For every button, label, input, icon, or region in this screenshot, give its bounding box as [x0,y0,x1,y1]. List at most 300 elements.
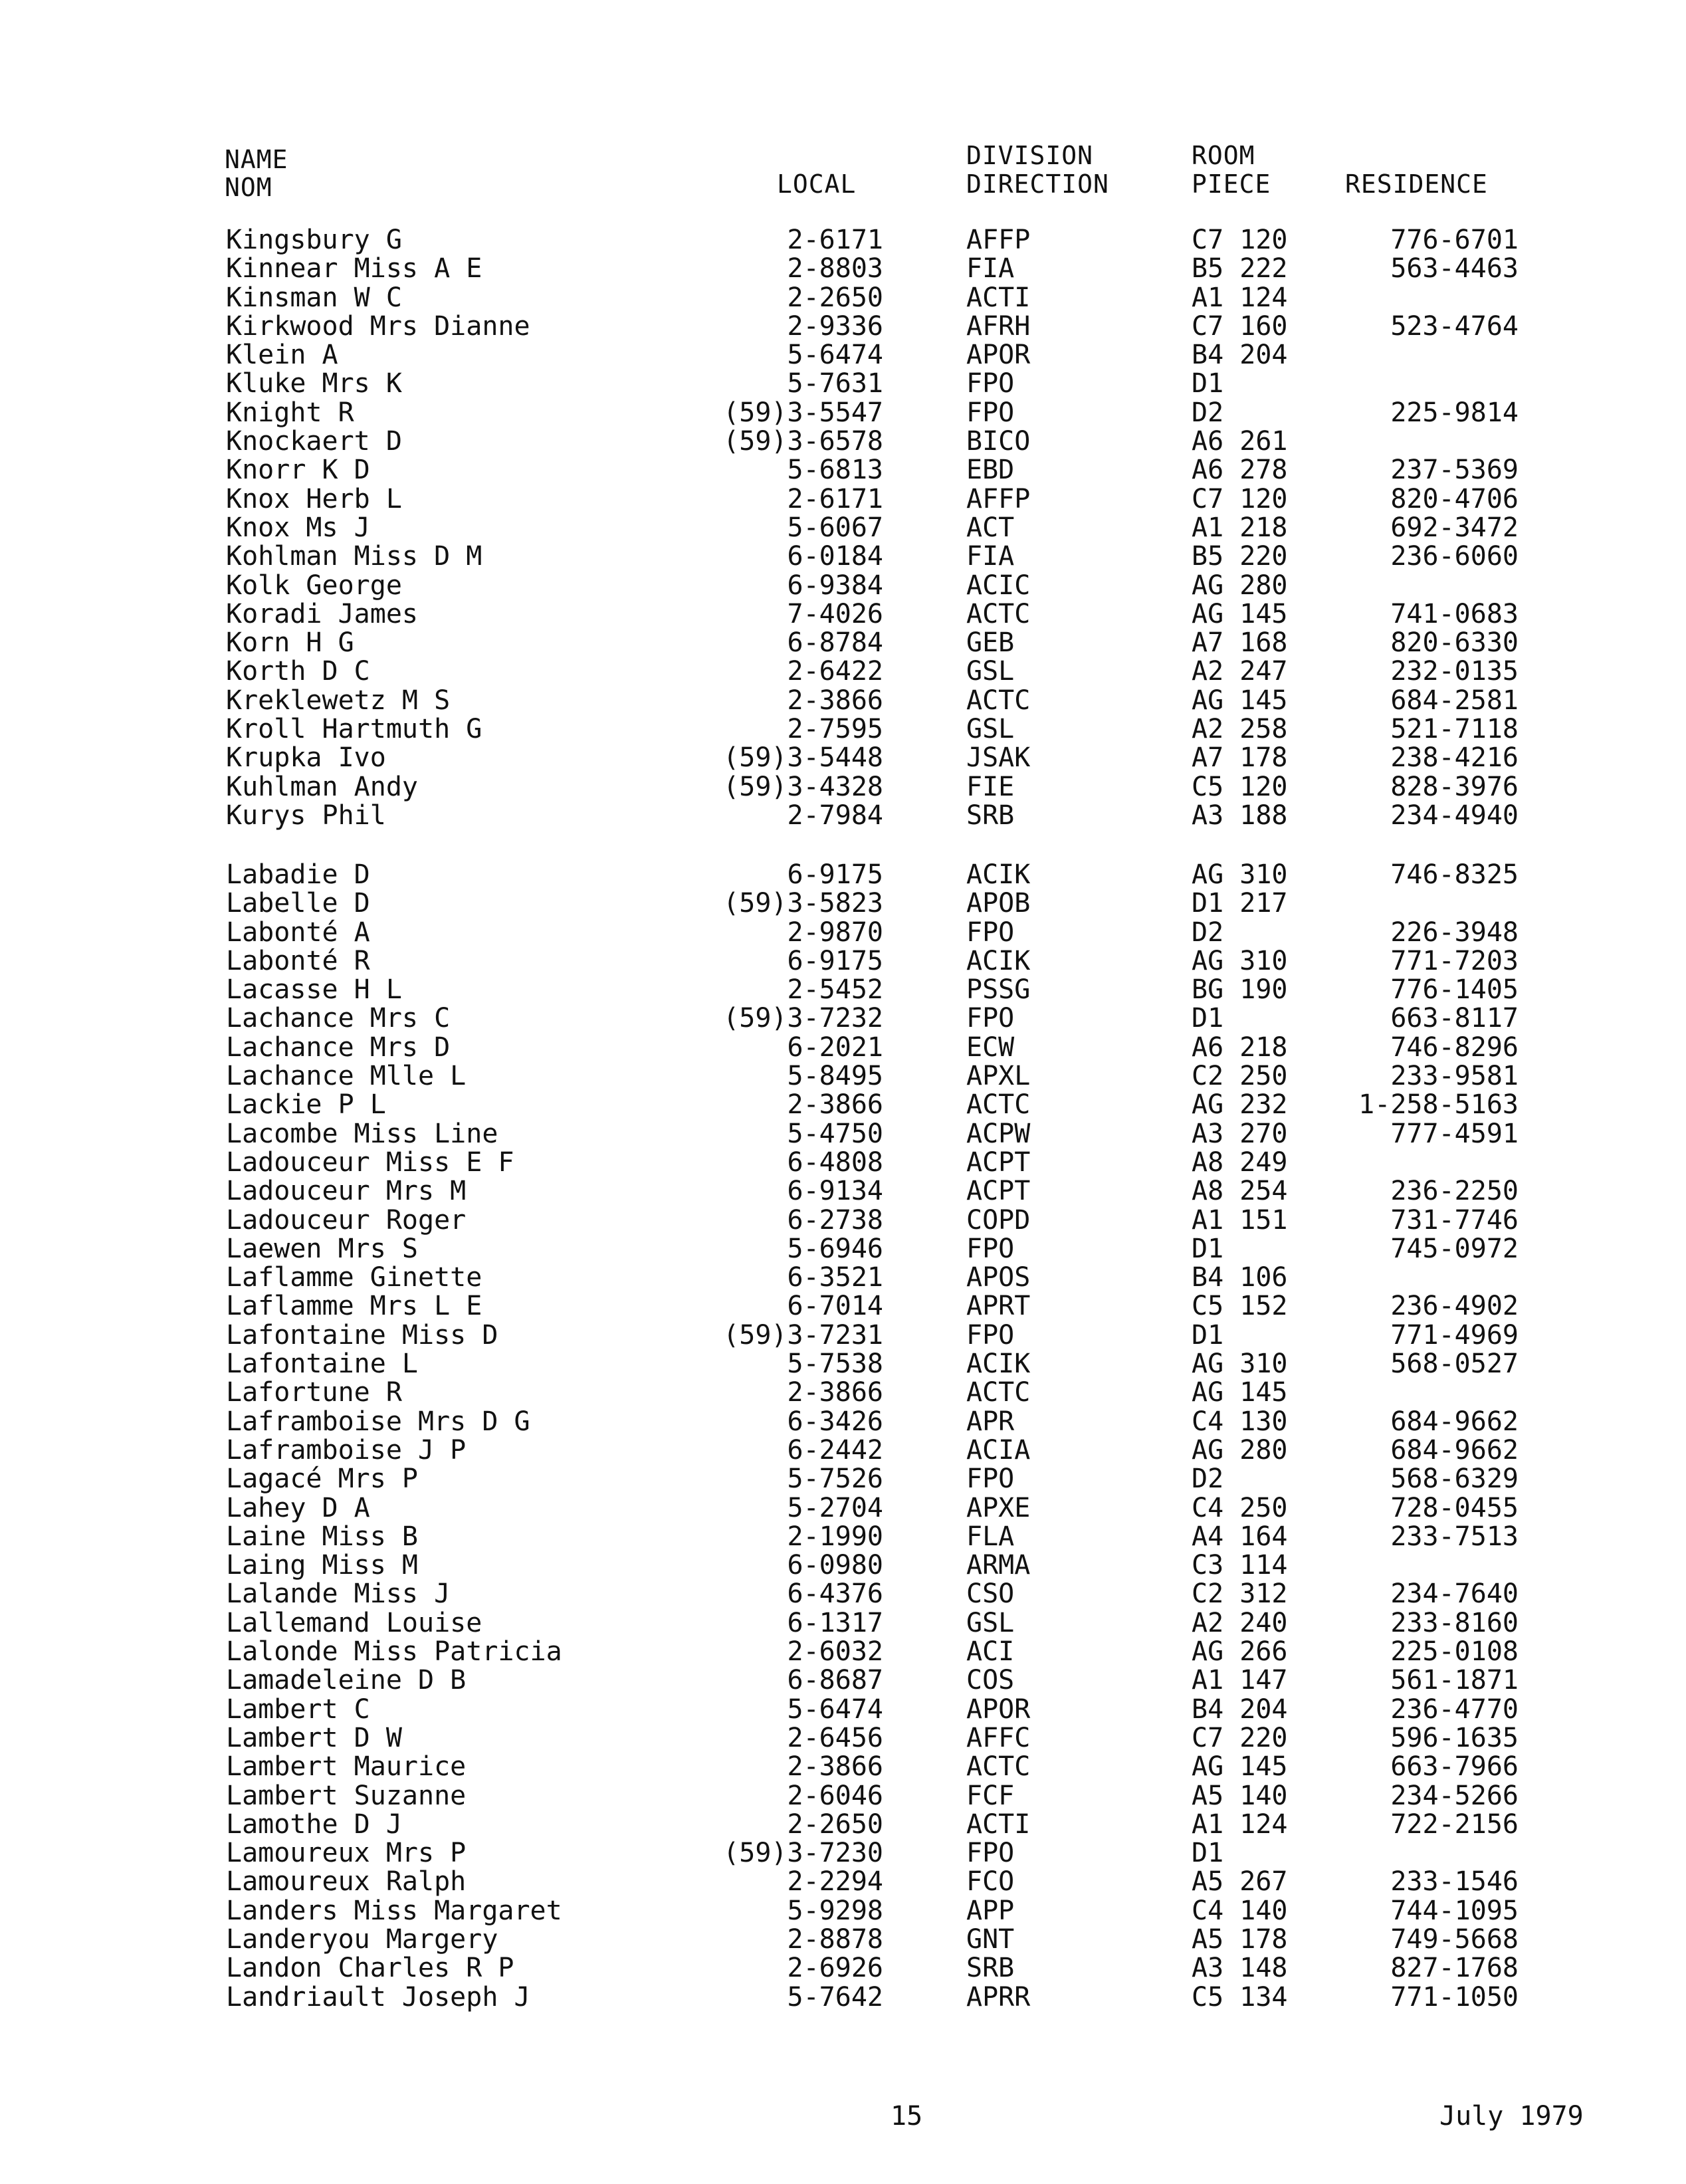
entry-division: SRB [966,1953,1015,1984]
entry-local: 5-6474 [787,1693,883,1725]
entry-room: A6 261 [1192,426,1288,457]
entry-room: A1 124 [1192,1808,1288,1840]
entry-name: Landon Charles R P [226,1953,514,1984]
directory-row [0,976,1686,1004]
entry-division: ACTC [966,1377,1031,1408]
entry-name: Korn H G [226,627,354,659]
entry-name: Labonté R [226,945,370,976]
entry-local: 5-6813 [787,455,883,486]
entry-name: Laflamme Ginette [226,1262,482,1293]
entry-local: 2-8878 [787,1923,883,1955]
entry-residence: 233-1546 [1390,1866,1519,1898]
entry-name: Labelle D [226,888,370,919]
entry-room: B5 220 [1192,541,1288,572]
page-number: 15 [891,2101,923,2131]
directory-row [0,514,1686,542]
entry-residence: 237-5369 [1390,455,1519,486]
entry-residence: 663-7966 [1390,1751,1519,1783]
entry-residence: 568-6329 [1390,1464,1519,1495]
directory-row [0,1580,1686,1608]
entry-local: 2-9870 [787,917,883,948]
directory-row [0,1321,1686,1350]
entry-local: 5-6946 [787,1233,883,1264]
entry-room: B4 204 [1192,340,1288,371]
entry-residence: 746-8296 [1390,1032,1519,1063]
directory-row [0,1666,1686,1695]
entry-room: A2 247 [1192,656,1288,687]
entry-residence: 563-4463 [1390,253,1519,284]
entry-division: FIE [966,771,1015,802]
entry-room: AG 266 [1192,1636,1288,1668]
entry-name: Lambert C [226,1693,370,1725]
entry-name: Klein A [226,340,338,371]
entry-name: Kinnear Miss A E [226,253,482,284]
header-room-fr: PIECE [1192,169,1271,199]
directory-row [0,1782,1686,1810]
entry-local: 5-9298 [787,1895,883,1926]
entry-local: 6-8784 [787,627,883,659]
entry-residence: 234-5266 [1390,1780,1519,1811]
directory-row [0,226,1686,255]
entry-residence: 236-4770 [1390,1693,1519,1725]
entry-room: A2 240 [1192,1607,1288,1638]
entry-local: (59)3-7232 [723,1003,883,1034]
entry-division: ACIC [966,570,1031,601]
entry-name: Lallemand Louise [226,1607,482,1638]
entry-residence: 746-8325 [1390,859,1519,890]
entry-residence: 728-0455 [1390,1492,1519,1523]
entry-residence: 692-3472 [1390,512,1519,543]
entry-local: 2-3866 [787,1377,883,1408]
entry-division: APOR [966,1693,1031,1725]
entry-local: 5-2704 [787,1492,883,1523]
entry-room: C7 120 [1192,483,1288,514]
entry-local: 6-3426 [787,1406,883,1437]
entry-division: ACTC [966,1751,1031,1783]
entry-local: 6-9134 [787,1176,883,1207]
entry-name: Knox Herb L [226,483,402,514]
entry-room: A6 218 [1192,1032,1288,1063]
listing-group-l [0,861,1686,2012]
entry-division: FIA [966,253,1015,284]
entry-name: Kreklewetz M S [226,685,451,716]
entry-room: A5 178 [1192,1923,1288,1955]
entry-residence: 523-4764 [1390,310,1519,342]
entry-division: AFFP [966,225,1031,255]
directory-row [0,1034,1686,1062]
entry-room: BG 190 [1192,974,1288,1006]
entry-name: Ladouceur Miss E F [226,1147,514,1178]
entry-room: B4 106 [1192,1262,1288,1293]
directory-row [0,657,1686,686]
entry-name: Lamothe D J [226,1808,402,1840]
entry-division: PSSG [966,974,1031,1006]
entry-residence: 827-1768 [1390,1953,1519,1984]
entry-division: APR [966,1406,1015,1437]
footer-date: July 1979 [1439,2101,1584,2131]
header-name-en: NAME [225,145,288,174]
entry-name: Ladouceur Mrs M [226,1176,467,1207]
entry-local: 2-2650 [787,1808,883,1840]
directory-row [0,255,1686,283]
entry-name: Kurys Phil [226,800,386,831]
directory-row [0,919,1686,947]
entry-residence: 226-3948 [1390,917,1519,948]
entry-division: FPO [966,1003,1015,1034]
entry-name: Landeryou Margery [226,1923,498,1955]
entry-room: C7 220 [1192,1722,1288,1753]
entry-division: ECW [966,1032,1015,1063]
entry-room: D1 [1192,1319,1224,1351]
entry-local: 6-9175 [787,945,883,976]
entry-division: COPD [966,1204,1031,1236]
directory-row [0,1551,1686,1580]
entry-room: C2 312 [1192,1579,1288,1610]
entry-local: 6-8687 [787,1665,883,1696]
directory-row [0,947,1686,976]
entry-room: D1 217 [1192,888,1288,919]
entry-name: Kirkwood Mrs Dianne [226,310,530,342]
directory-row [0,1839,1686,1868]
entry-local: 5-7526 [787,1464,883,1495]
directory-row [0,889,1686,918]
entry-room: D2 [1192,1464,1224,1495]
header-local: LOCAL [777,169,857,199]
directory-row [0,1408,1686,1436]
entry-division: APOR [966,340,1031,371]
entry-division: AFFP [966,483,1031,514]
entry-residence: 820-4706 [1390,483,1519,514]
entry-division: FLA [966,1521,1015,1552]
entry-residence: 684-9662 [1390,1434,1519,1466]
entry-room: A3 270 [1192,1118,1288,1149]
entry-name: Korth D C [226,656,370,687]
entry-division: FCO [966,1866,1015,1898]
header-residence: RESIDENCE [1345,169,1488,199]
entry-residence: 684-2581 [1390,685,1519,716]
directory-row [0,715,1686,744]
directory-row [0,600,1686,629]
entry-name: Lachance Mlle L [226,1061,467,1092]
entry-local: 2-3866 [787,685,883,716]
entry-residence: 741-0683 [1390,598,1519,629]
entry-division: FIA [966,541,1015,572]
entry-name: Knockaert D [226,426,402,457]
entry-division: ACT [966,512,1015,543]
entry-room: AG 145 [1192,598,1288,629]
entry-local: 6-2021 [787,1032,883,1063]
entry-name: Kroll Hartmuth G [226,714,482,745]
entry-local: 2-2650 [787,282,883,313]
entry-local: 6-3521 [787,1262,883,1293]
entry-name: Landers Miss Margaret [226,1895,562,1926]
entry-division: ARMA [966,1550,1031,1581]
entry-division: APOS [966,1262,1031,1293]
entry-division: COS [966,1665,1015,1696]
entry-room: C4 140 [1192,1895,1288,1926]
entry-name: Knox Ms J [226,512,370,543]
entry-residence: 771-1050 [1390,1981,1519,2013]
entry-local: 2-2294 [787,1866,883,1898]
entry-division: ACTC [966,1089,1031,1121]
entry-division: ACTC [966,685,1031,716]
entry-local: 2-6171 [787,225,883,255]
entry-division: CSO [966,1579,1015,1610]
header-division-en: DIVISION [966,141,1094,170]
entry-local: 2-6171 [787,483,883,514]
entry-local: 2-6422 [787,656,883,687]
directory-row [0,1263,1686,1292]
entry-local: 5-7631 [787,368,883,399]
entry-residence: 238-4216 [1390,742,1519,774]
entry-local: 2-3866 [787,1089,883,1121]
entry-room: C7 160 [1192,310,1288,342]
directory-row [0,312,1686,341]
entry-local: 5-4750 [787,1118,883,1149]
entry-room: AG 310 [1192,1349,1288,1380]
entry-room: AG 145 [1192,1751,1288,1783]
entry-name: Lambert Maurice [226,1751,467,1783]
directory-row [0,1523,1686,1551]
listing-group-k [0,226,1686,830]
entry-name: Lacasse H L [226,974,402,1006]
entry-name: Lambert Suzanne [226,1780,467,1811]
entry-room: AG 310 [1192,945,1288,976]
entry-room: A5 267 [1192,1866,1288,1898]
entry-room: C5 120 [1192,771,1288,802]
entry-room: C5 152 [1192,1291,1288,1322]
entry-residence: 233-9581 [1390,1061,1519,1092]
entry-local: (59)3-5547 [723,397,883,428]
entry-name: Kuhlman Andy [226,771,418,802]
entry-room: A7 178 [1192,742,1288,774]
directory-row [0,341,1686,370]
directory-row [0,1206,1686,1235]
entry-room: B5 222 [1192,253,1288,284]
entry-division: ACPT [966,1176,1031,1207]
directory-row [0,284,1686,312]
entry-room: B4 204 [1192,1693,1288,1725]
entry-name: Lamadeleine D B [226,1665,467,1696]
entry-division: EBD [966,455,1015,486]
directory-row [0,1378,1686,1407]
entry-residence: 521-7118 [1390,714,1519,745]
entry-name: Lacombe Miss Line [226,1118,498,1149]
entry-local: (59)3-5448 [723,742,883,774]
entry-division: GSL [966,714,1015,745]
directory-row [0,1494,1686,1523]
entry-name: Lambert D W [226,1722,402,1753]
entry-local: (59)3-5823 [723,888,883,919]
directory-row [0,1925,1686,1954]
entry-name: Kinsman W C [226,282,402,313]
entry-residence: 684-9662 [1390,1406,1519,1437]
entry-local: 6-1317 [787,1607,883,1638]
entry-room: A3 188 [1192,800,1288,831]
entry-room: A7 168 [1192,627,1288,659]
entry-name: Kingsbury G [226,225,402,255]
entry-residence: 596-1635 [1390,1722,1519,1753]
entry-division: FPO [966,917,1015,948]
entry-name: Lagacé Mrs P [226,1464,418,1495]
entry-division: APRR [966,1981,1031,2013]
entry-division: SRB [966,800,1015,831]
directory-row [0,1465,1686,1493]
directory-row [0,744,1686,772]
entry-name: Lamoureux Mrs P [226,1838,467,1869]
entry-division: FPO [966,1838,1015,1869]
entry-name: Lafontaine Miss D [226,1319,498,1351]
entry-division: ACIK [966,1349,1031,1380]
entry-division: FPO [966,1319,1015,1351]
entry-name: Laframboise J P [226,1434,467,1466]
entry-division: ACI [966,1636,1015,1668]
entry-room: A5 140 [1192,1780,1288,1811]
directory-row [0,399,1686,427]
entry-room: A2 258 [1192,714,1288,745]
directory-row [0,1091,1686,1119]
entry-local: 5-8495 [787,1061,883,1092]
entry-local: 6-9384 [787,570,883,601]
entry-room: D1 [1192,1233,1224,1264]
directory-row [0,687,1686,715]
entry-room: AG 280 [1192,570,1288,601]
directory-row [0,1609,1686,1638]
entry-residence: 771-4969 [1390,1319,1519,1351]
entry-local: 6-4808 [787,1147,883,1178]
entry-division: FPO [966,368,1015,399]
directory-row [0,1292,1686,1321]
directory-row [0,1004,1686,1033]
entry-division: FCF [966,1780,1015,1811]
entry-local: 2-3866 [787,1751,883,1783]
directory-row [0,1695,1686,1724]
entry-residence: 749-5668 [1390,1923,1519,1955]
entry-division: APP [966,1895,1015,1926]
entry-local: 5-7642 [787,1981,883,2013]
entry-room: AG 232 [1192,1089,1288,1121]
entry-room: AG 310 [1192,859,1288,890]
entry-division: FPO [966,397,1015,428]
entry-local: 2-5452 [787,974,883,1006]
entry-room: C3 114 [1192,1550,1288,1581]
entry-division: ACIA [966,1434,1031,1466]
entry-name: Lalonde Miss Patricia [226,1636,562,1668]
entry-local: 2-9336 [787,310,883,342]
entry-local: 6-7014 [787,1291,883,1322]
entry-local: (59)3-7231 [723,1319,883,1351]
entry-local: 5-7538 [787,1349,883,1380]
entry-name: Labadie D [226,859,370,890]
entry-room: AG 280 [1192,1434,1288,1466]
entry-local: (59)3-6578 [723,426,883,457]
entry-residence: 225-0108 [1390,1636,1519,1668]
entry-local: 2-7984 [787,800,883,831]
header-division-fr: DIRECTION [966,169,1109,199]
directory-row [0,1897,1686,1925]
entry-room: A8 254 [1192,1176,1288,1207]
entry-local: 2-6046 [787,1780,883,1811]
directory-row [0,802,1686,830]
directory-row [0,1810,1686,1839]
entry-name: Laine Miss B [226,1521,418,1552]
entry-division: APXL [966,1061,1031,1092]
entry-division: AFFC [966,1722,1031,1753]
entry-local: 6-0980 [787,1550,883,1581]
entry-name: Laflamme Mrs L E [226,1291,482,1322]
entry-division: FPO [966,1464,1015,1495]
entry-local: 6-2738 [787,1204,883,1236]
entry-room: A3 148 [1192,1953,1288,1984]
entry-room: A1 218 [1192,512,1288,543]
entry-residence: 663-8117 [1390,1003,1519,1034]
entry-residence: 776-6701 [1390,225,1519,255]
entry-room: A6 278 [1192,455,1288,486]
entry-residence: 236-2250 [1390,1176,1519,1207]
entry-name: Lamoureux Ralph [226,1866,467,1898]
directory-row [0,1177,1686,1206]
entry-division: GEB [966,627,1015,659]
entry-local: 2-1990 [787,1521,883,1552]
entry-room: A4 164 [1192,1521,1288,1552]
entry-local: 6-9175 [787,859,883,890]
entry-residence: 828-3976 [1390,771,1519,802]
directory-row [0,1436,1686,1465]
entry-residence: 225-9814 [1390,397,1519,428]
entry-residence: 236-4902 [1390,1291,1519,1322]
directory-row [0,629,1686,657]
entry-room: AG 145 [1192,685,1288,716]
entry-name: Lalande Miss J [226,1579,451,1610]
entry-room: C2 250 [1192,1061,1288,1092]
entry-room: D1 [1192,368,1224,399]
entry-room: D1 [1192,1003,1224,1034]
entry-division: ACTC [966,598,1031,629]
directory-row [0,1062,1686,1091]
entry-name: Lackie P L [226,1089,386,1121]
entry-division: FPO [966,1233,1015,1264]
directory-row [0,1148,1686,1177]
entry-local: (59)3-7230 [723,1838,883,1869]
entry-local: 6-0184 [787,541,883,572]
entry-residence: 234-4940 [1390,800,1519,831]
entry-room: D2 [1192,917,1224,948]
entry-division: APOB [966,888,1031,919]
directory-row [0,1638,1686,1666]
entry-name: Landriault Joseph J [226,1981,530,2013]
entry-room: D1 [1192,1838,1224,1869]
entry-room: C5 134 [1192,1981,1288,2013]
directory-row [0,1954,1686,1983]
entry-division: GSL [966,1607,1015,1638]
entry-local: 2-6926 [787,1953,883,1984]
entry-name: Lafontaine L [226,1349,418,1380]
header-room-en: ROOM [1192,141,1255,170]
entry-division: GSL [966,656,1015,687]
entry-residence: 776-1405 [1390,974,1519,1006]
entry-residence: 820-6330 [1390,627,1519,659]
entry-division: ACTI [966,1808,1031,1840]
directory-row [0,1868,1686,1896]
entry-name: Lahey D A [226,1492,370,1523]
entry-residence: 234-7640 [1390,1579,1519,1610]
entry-room: A8 249 [1192,1147,1288,1178]
entry-residence: 561-1871 [1390,1665,1519,1696]
entry-residence: 1-258-5163 [1358,1089,1519,1121]
directory-row [0,1350,1686,1378]
entry-name: Laewen Mrs S [226,1233,418,1264]
entry-name: Krupka Ivo [226,742,386,774]
